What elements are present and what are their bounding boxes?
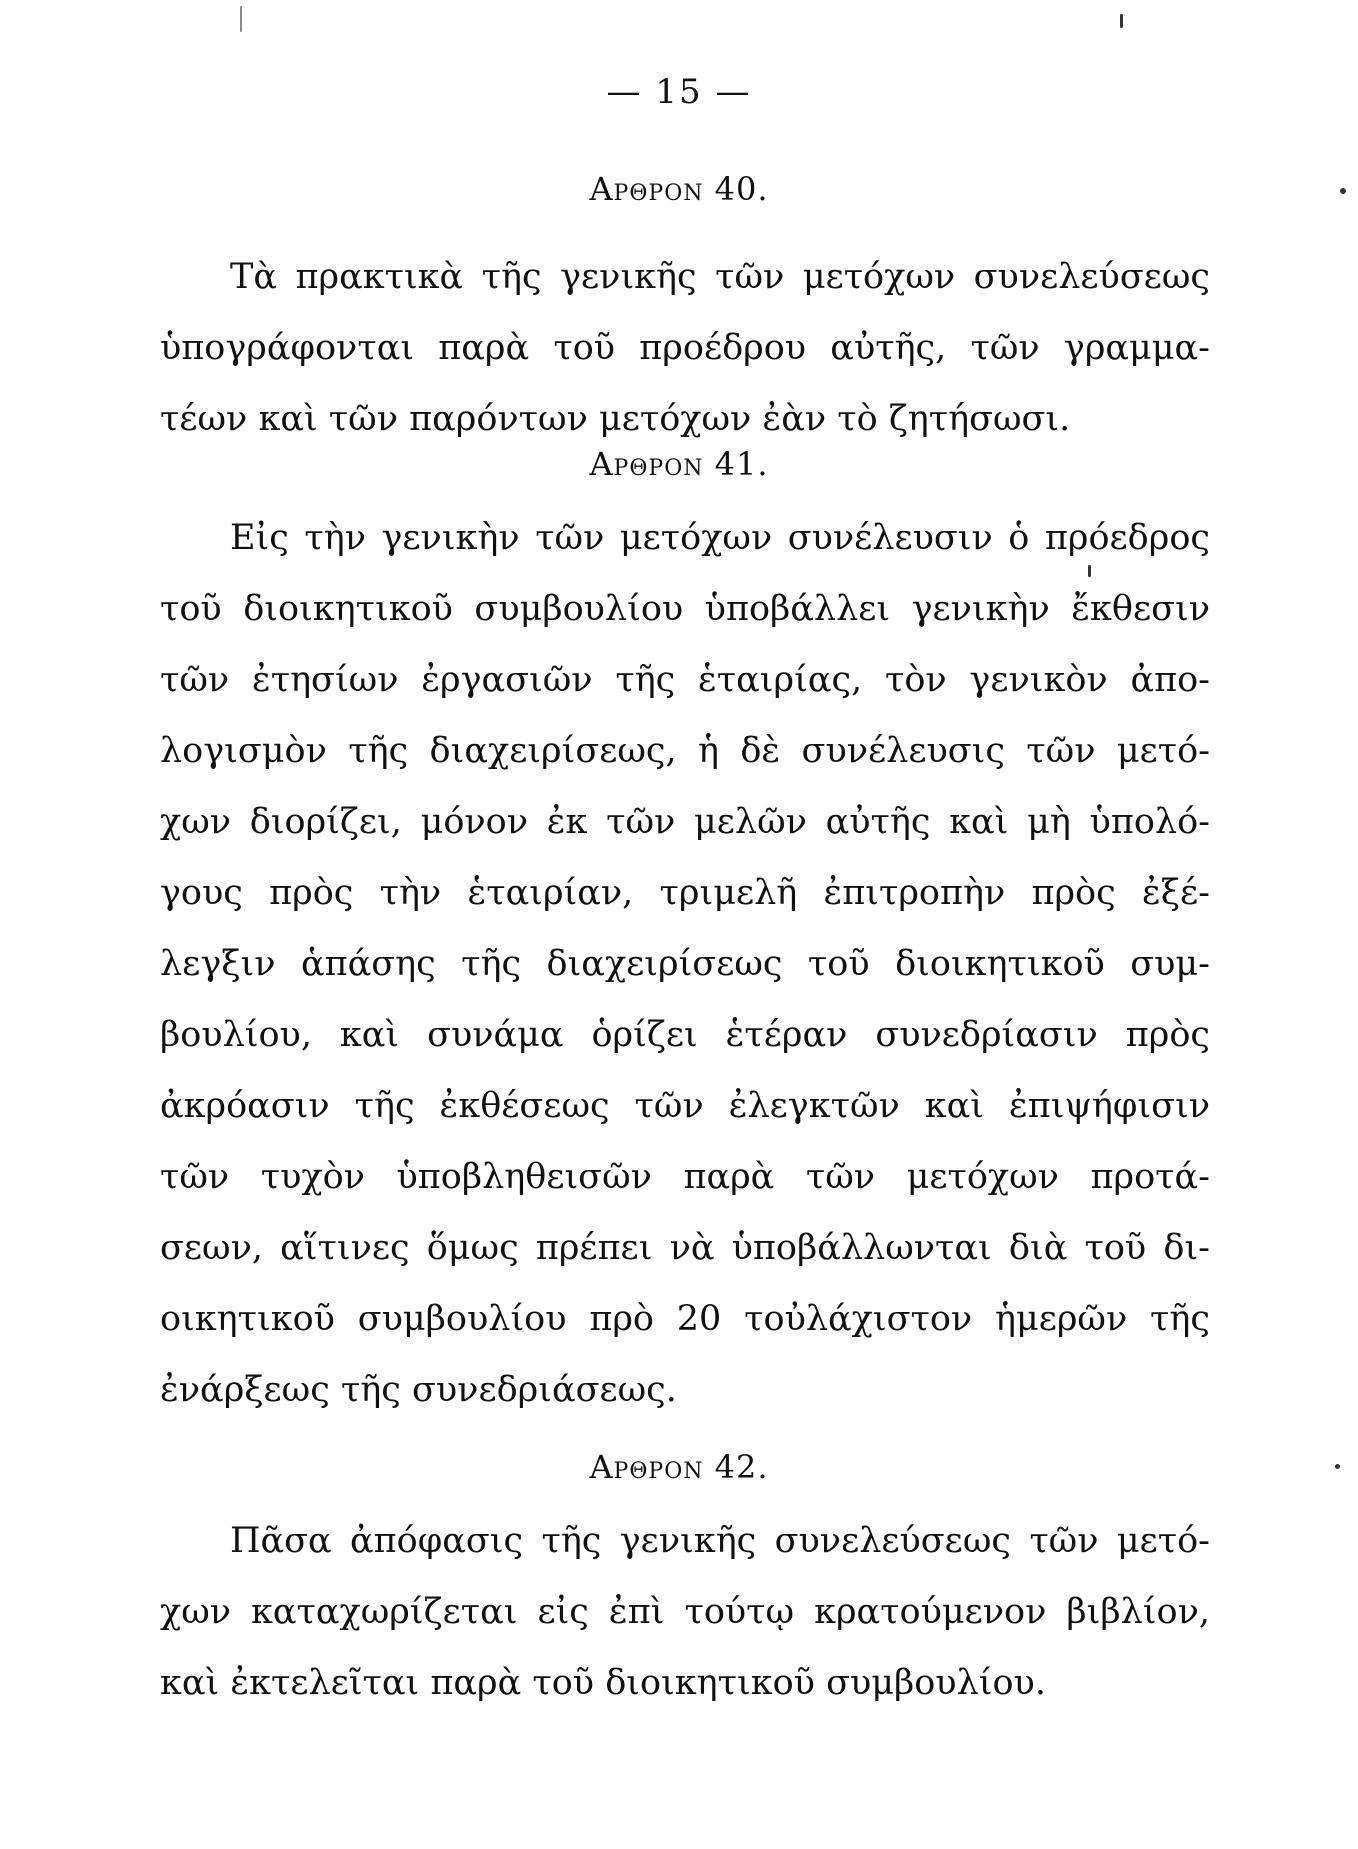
article-40-body	[160, 242, 1210, 455]
article-41-body	[160, 503, 1210, 1426]
text-line: τοῦ διοικητικοῦ συμβουλίου ὑποβάλλει γενικὴν ἔκθεσιν	[160, 589, 1210, 629]
text-line: λεγξιν ἁπάσης τῆς διαχειρίσεως τοῦ διοικητικοῦ συμ-	[160, 944, 1210, 984]
article-41-heading-text: Αρθρον 41.	[589, 445, 769, 483]
scan-speck	[1335, 1464, 1340, 1469]
scan-speck	[1340, 188, 1346, 194]
text-line: χων διορίζει, μόνον ἐκ τῶν μελῶν αὐτῆς καὶ μὴ ὑπολό-	[160, 802, 1210, 842]
text-line: λογισμὸν τῆς διαχειρίσεως, ἡ δὲ συνέλευσις τῶν μετό-	[160, 731, 1210, 771]
text-line: τῶν τυχὸν ὑποβληθεισῶν παρὰ τῶν μετόχων προτά-	[160, 1157, 1210, 1197]
text-line: Πᾶσα ἀπόφασις τῆς γενικῆς συνελεύσεως τῶν μετό-	[230, 1521, 1210, 1561]
scan-speck	[240, 6, 242, 32]
text-line: οικητικοῦ συμβουλίου πρὸ 20 τοὐλάχιστον ἡμερῶν τῆς	[160, 1299, 1210, 1339]
scan-speck	[1120, 14, 1123, 28]
article-41-heading	[0, 445, 1358, 483]
text-line: γους πρὸς τὴν ἑταιρίαν, τριμελῆ ἐπιτροπὴν πρὸς ἐξέ-	[160, 873, 1210, 913]
article-40-heading	[0, 170, 1358, 208]
article-40-heading-text: Αρθρον 40.	[589, 170, 769, 208]
text-line: Εἰς τὴν γενικὴν τῶν μετόχων συνέλευσιν ὁ πρόεδρος	[230, 518, 1210, 558]
text-line: βουλίου, καὶ συνάμα ὁρίζει ἑτέραν συνεδρίασιν πρὸς	[160, 1015, 1210, 1055]
article-42-heading	[0, 1448, 1358, 1486]
text-line: χων καταχωρίζεται εἰς ἐπὶ τούτῳ κρατούμενον βιβλίον,	[160, 1592, 1210, 1632]
article-42-body	[160, 1506, 1210, 1719]
scan-speck	[1088, 565, 1091, 577]
text-line: τῶν ἐτησίων ἐργασιῶν τῆς ἑταιρίας, τὸν γενικὸν ἀπο-	[160, 660, 1210, 700]
text-line: ἀκρόασιν τῆς ἐκθέσεως τῶν ἐλεγκτῶν καὶ ἐπιψήφισιν	[160, 1086, 1210, 1126]
text-line: ἐνάρξεως τῆς συνεδριάσεως.	[160, 1370, 677, 1410]
page-number: — 15 —	[606, 72, 752, 112]
text-line: καὶ ἐκτελεῖται παρὰ τοῦ διοικητικοῦ συμβουλίου.	[160, 1663, 1046, 1703]
text-line: σεων, αἵτινες ὅμως πρέπει νὰ ὑποβάλλωνται διὰ τοῦ δι-	[160, 1228, 1210, 1268]
text-line: Τὰ πρακτικὰ τῆς γενικῆς τῶν μετόχων συνελεύσεως	[230, 257, 1210, 297]
text-line: ὑπογράφονται παρὰ τοῦ προέδρου αὐτῆς, τῶν γραμμα-	[160, 328, 1210, 368]
article-42-heading-text: Αρθρον 42.	[589, 1448, 769, 1486]
text-line: τέων καὶ τῶν παρόντων μετόχων ἐὰν τὸ ζητήσωσι.	[160, 399, 1071, 439]
